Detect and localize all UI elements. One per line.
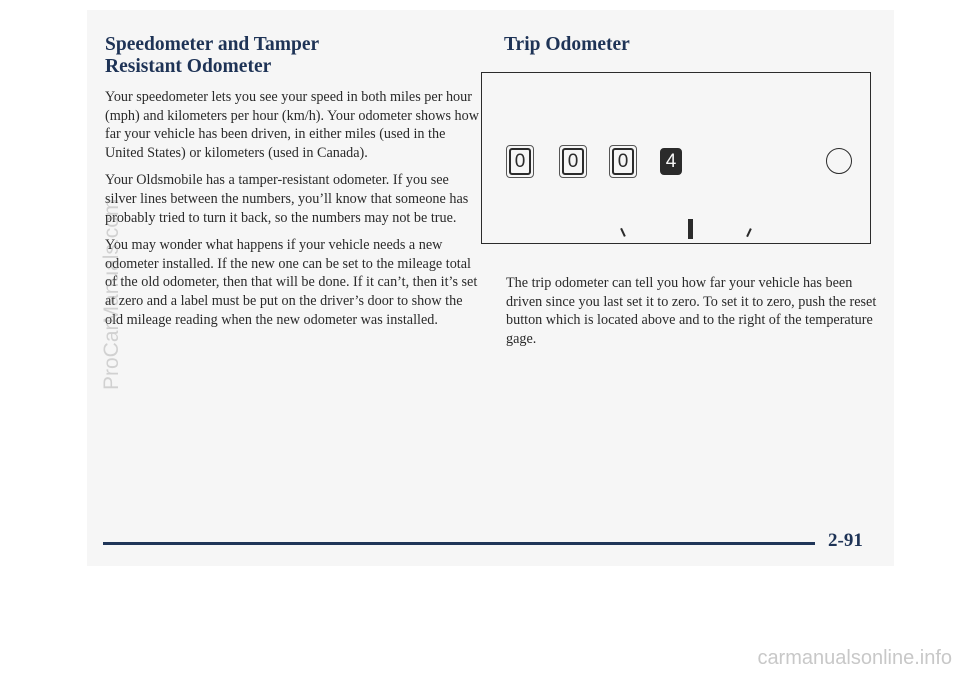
speedometer-paragraph-3: You may wonder what happens if your vehicle needs a new odometer installed. If the new one can be set to the mileage total of the old odometer, then that will be done. If it can’t, then it’s set at zero and a label must be put on the driver’s door to show the old mileage reading when the new odometer was installed.: [105, 237, 478, 328]
trip-odometer-illustration: [481, 72, 871, 244]
gauge-needle-icon: [688, 219, 693, 239]
odometer-digit: 0: [612, 148, 634, 175]
speedometer-paragraph-2: Your Oldsmobile has a tamper-resistant odometer. If you see silver lines between the numbers, you’ll know that someone has probably tried to turn it back, so the numbers may not be true.: [105, 172, 469, 226]
page-number: 2-91: [828, 530, 863, 551]
trip-odometer-caption: The trip odometer can tell you how far your vehicle has been driven since you last set it to zero. To set it to zero, push the reset button which is located above and to the right of the temperature gage.: [506, 275, 877, 347]
gauge-tick-left: [620, 228, 625, 237]
odometer-digit: 0: [509, 148, 531, 175]
footer-rule: [103, 542, 815, 545]
speedometer-heading-line2: Resistant Odometer: [105, 56, 272, 77]
gauge-tick-right: [746, 228, 751, 237]
side-watermark: ProCarManuals.com: [100, 198, 123, 390]
speedometer-heading-line1: Speedometer and Tamper: [105, 34, 320, 55]
bottom-watermark: carmanualsonline.info: [757, 647, 952, 669]
odometer-digit: 0: [562, 148, 584, 175]
speedometer-paragraph-1: Your speedometer lets you see your speed in both miles per hour (mph) and kilometers per hour (km/h). Your odometer shows how far your vehicle has been driven, in either miles (used in the United States) or kilometers (used in Canada).: [105, 89, 479, 161]
trip-reset-knob-icon: [826, 148, 852, 174]
speedometer-heading: [105, 34, 480, 78]
speedometer-section: [105, 34, 480, 329]
odometer-digit-tenths: 4: [660, 148, 682, 175]
trip-odometer-heading: Trip Odometer: [504, 34, 630, 55]
